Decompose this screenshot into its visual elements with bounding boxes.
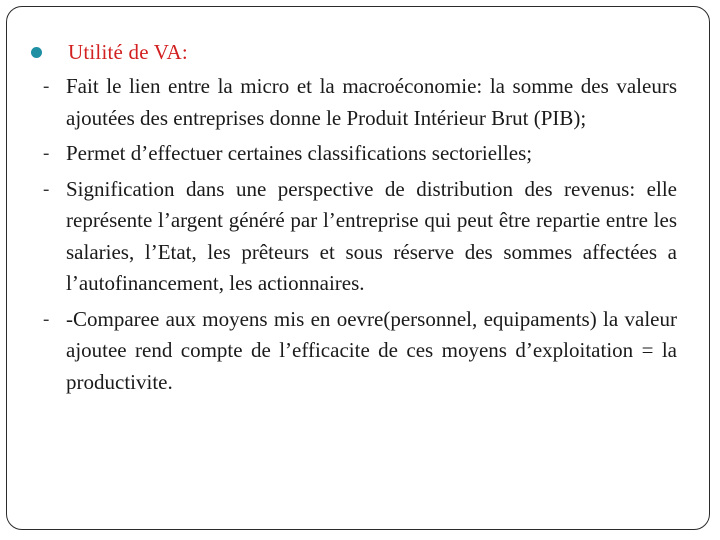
dash-marker: -	[43, 178, 50, 200]
list-item-text: -Comparee aux moyens mis en oevre(personnel, equipaments) la valeur ajoutee rend compte de l’efficacite de ces moyens d’exploitation = la productivite.	[66, 306, 677, 394]
list-item	[27, 174, 677, 300]
bullet-dot-icon	[31, 47, 42, 58]
list-item-text: Signification dans une perspective de distribution des revenus: elle représente l’argent généré par l’entreprise qui peut être repartie entre les salaries, l’Etat, les prêteurs et sous réserve des sommes affectées a l’autofinancement, les actionnaires.	[66, 176, 677, 295]
list-item-text: Fait le lien entre la micro et la macroéconomie: la somme des valeurs ajoutées des entreprises donne le Produit Intérieur Brut (PIB);	[66, 74, 677, 130]
slide-content	[27, 35, 677, 398]
dash-marker: -	[43, 76, 50, 97]
list-item	[27, 138, 677, 170]
slide-heading: Utilité de VA:	[68, 39, 188, 64]
dash-marker: -	[43, 143, 50, 164]
heading-row	[27, 35, 677, 69]
list-item-text: Permet d’effectuer certaines classifications sectorielles;	[66, 141, 533, 165]
slide-frame	[6, 6, 710, 530]
list-item	[27, 71, 677, 134]
list-item	[27, 304, 677, 399]
dash-marker: -	[43, 308, 50, 330]
